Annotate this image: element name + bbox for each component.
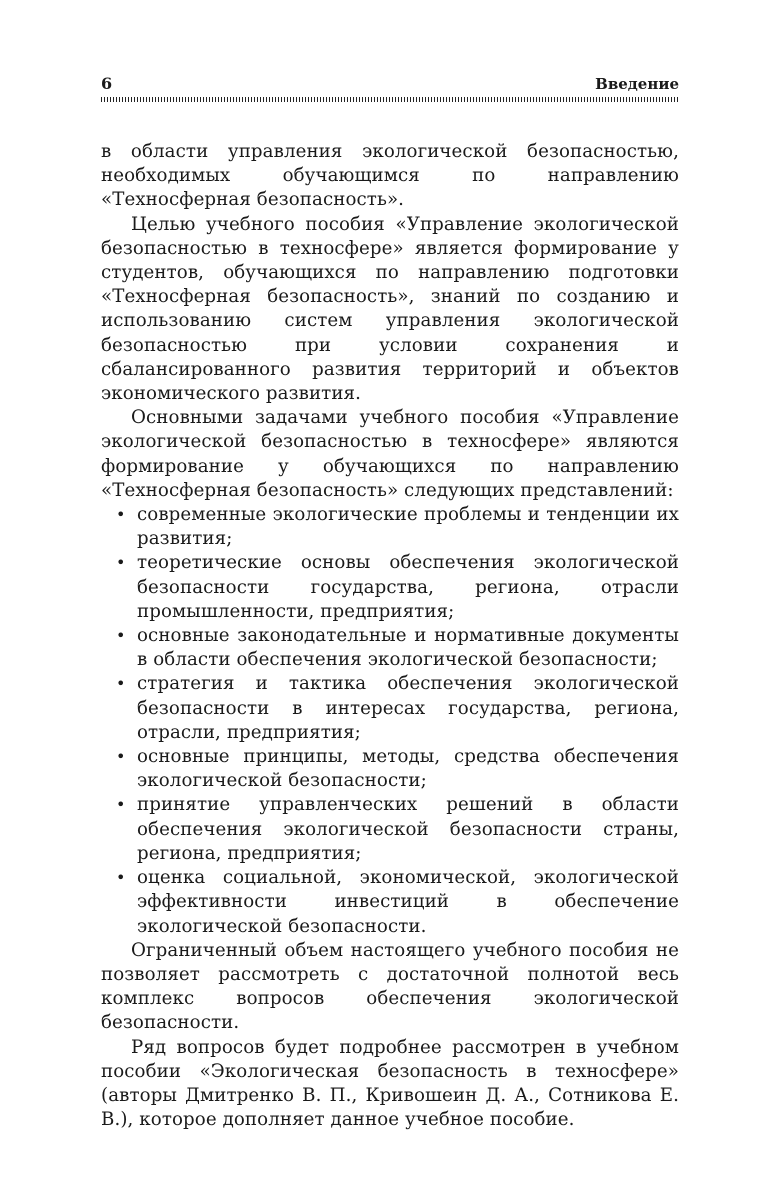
list-item [101,551,679,624]
running-head [101,72,679,94]
paragraph: в области управления экологической безопасностью, необходимых обучающимся по направлению «Техносферная безопасность». [101,141,679,211]
list-item-text: оценка социальной, экономической, экологической эффективности инвестиций в обеспечение экологической безопасности. [137,867,679,937]
list-item-text: стратегия и тактика обеспечения экологической безопасности в интересах государства, региона, отрасли, предприятия; [137,673,679,743]
bullet-icon: • [116,868,126,888]
page-number: 6 [101,74,113,93]
paragraph: Ограниченный объем настоящего учебного пособия не позволяет рассмотреть с достаточной полнотой весь комплекс вопросов обеспечения экологической безопасности. [101,939,679,1034]
header-rule [101,97,679,102]
bullet-icon: • [116,795,126,815]
paragraph: Ряд вопросов будет подробнее рассмотрен в учебном пособии «Экологическая безопасность в техносфере» (авторы Дмитренко В. П., Кривошеин Д. А., Сотникова Е. В.), которое дополняет данное учебное пособие. [101,1036,679,1131]
list-item-text: теоретические основы обеспечения экологической безопасности государства, региона, отрасли промышленности, предприятия; [137,552,679,622]
list-item [101,672,679,745]
bullet-icon: • [116,674,126,694]
paragraph: Целью учебного пособия «Управление экологической безопасностью в техносфере» является формирование у студентов, обучающихся по направлению подготовки «Техносферная безопасность», знаний по созданию и использованию систем управления экологической безопасностью при условии сохранения и сбалансированного развития территорий и объектов экономического развития. [101,213,679,405]
body-text [101,140,679,1132]
paragraph: Основными задачами учебного пособия «Управление экологической безопасностью в техносфере» являются формирование у обучающихся по направлению «Техносферная безопасность» следующих представлений: [101,407,679,501]
bullet-icon: • [116,553,126,573]
bullet-icon: • [116,505,126,525]
bullet-icon: • [116,626,126,646]
list-item [101,793,679,866]
list-item-text: принятие управленческих решений в области обеспечения экологической безопасности страны, региона, предприятия; [137,794,679,864]
list-item [101,866,679,939]
list-item [101,745,679,793]
page [101,72,679,1132]
list-item-text: основные законодательные и нормативные документы в области обеспечения экологической безопасности; [137,625,679,671]
list-item [101,503,679,551]
list-item-text: основные принципы, методы, средства обеспечения экологической безопасности; [137,746,679,792]
bullet-icon: • [116,747,126,767]
section-title: Введение [595,75,679,93]
bullet-list [101,503,679,939]
list-item-text: современные экологические проблемы и тенденции их развития; [137,504,679,550]
list-item [101,624,679,672]
